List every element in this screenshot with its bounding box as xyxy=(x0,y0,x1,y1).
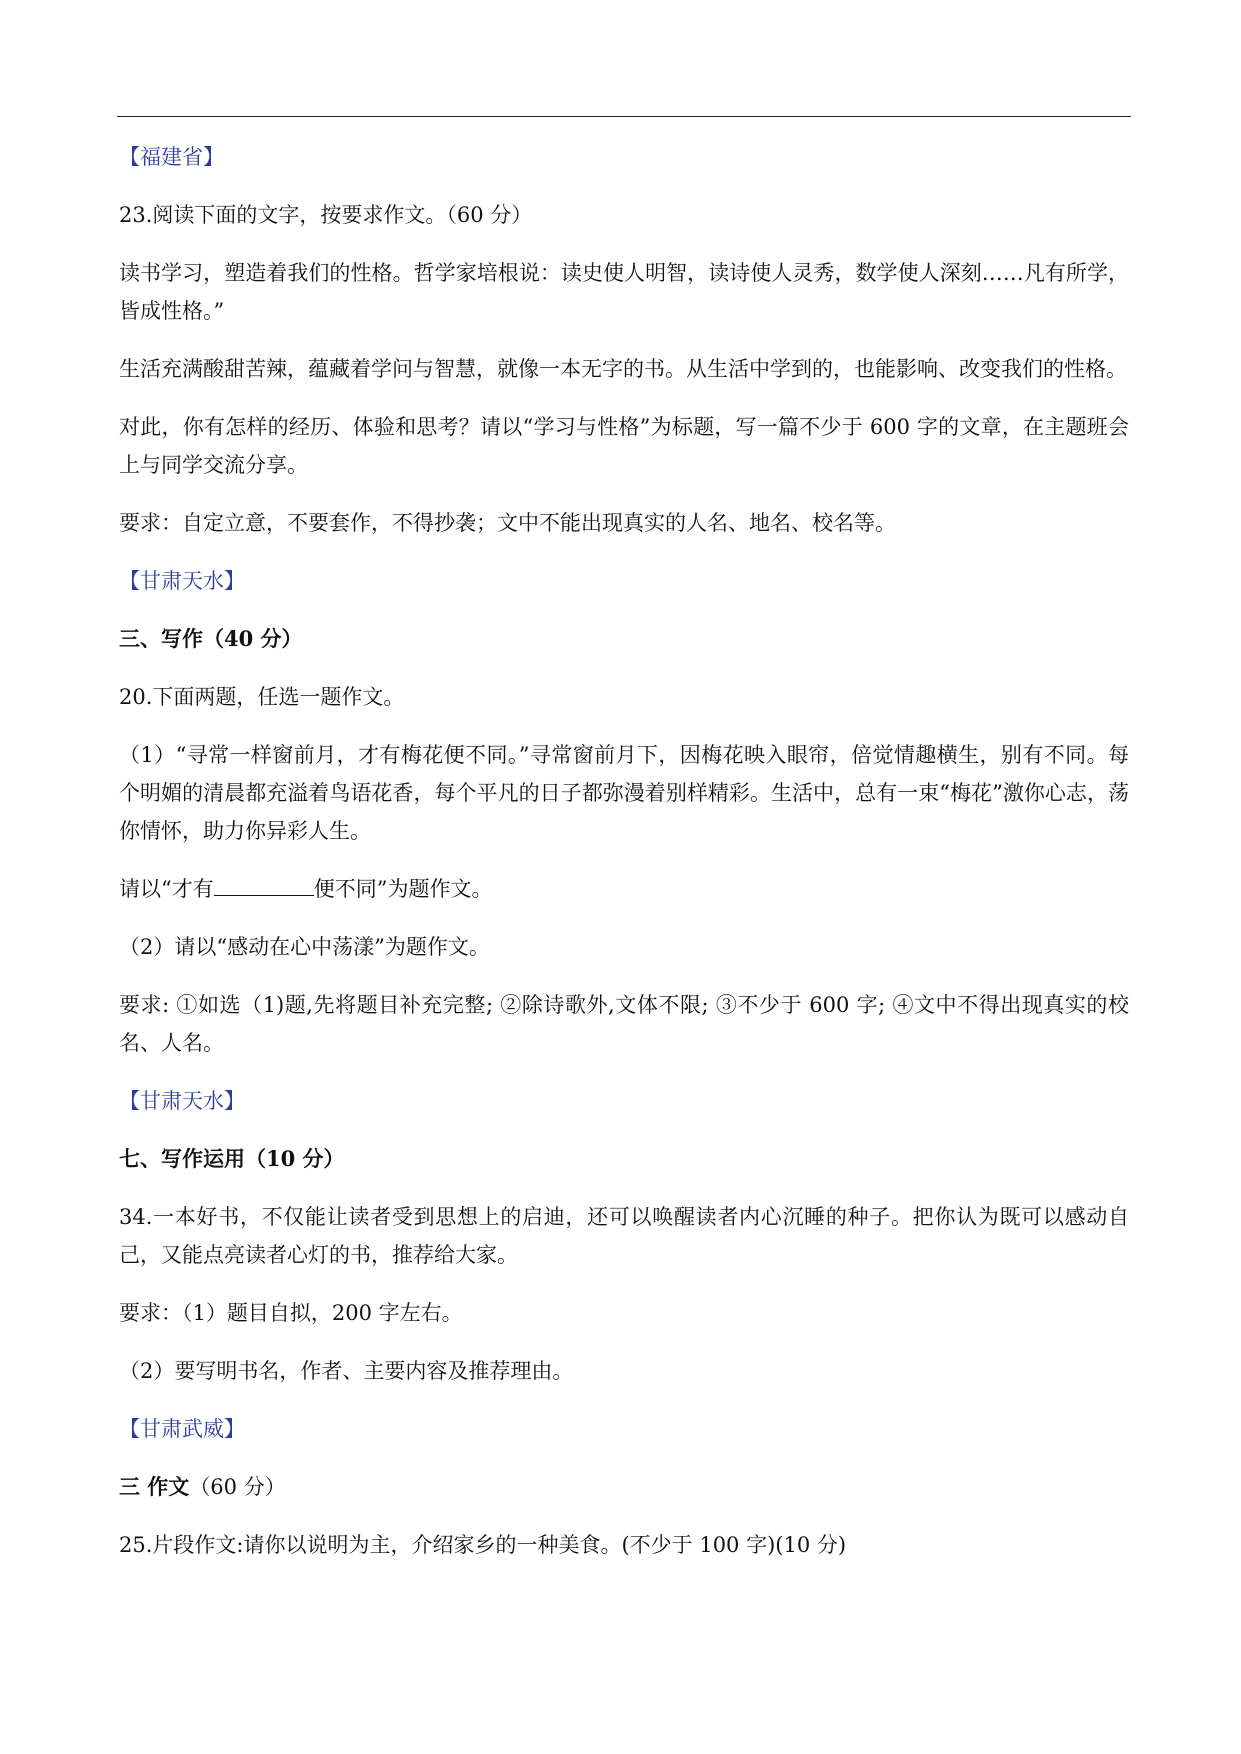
material-paragraph: 读书学习，塑造着我们的性格。哲学家培根说：读史使人明智，读诗使人灵秀，数学使人深刻……凡有所学，皆成性格。” xyxy=(119,261,1129,323)
fill-in-blank xyxy=(214,871,314,896)
section-heading: 三、写作（40 分） xyxy=(119,626,303,651)
document-body xyxy=(119,138,1129,1584)
requirements-text: （2）要写明书名，作者、主要内容及推荐理由。 xyxy=(119,1359,574,1383)
question-text: 20.下面两题，任选一题作文。 xyxy=(119,685,405,709)
section-heading-score: （60 分） xyxy=(189,1475,286,1499)
region-label: 【甘肃天水】 xyxy=(119,1089,245,1113)
requirements-text: 要求：（1）题目自拟，200 字左右。 xyxy=(119,1301,463,1325)
option-paragraph: （2）请以“感动在心中荡漾”为题作文。 xyxy=(119,935,490,959)
question-text: 25.片段作文:请你以说明为主，介绍家乡的一种美食。(不少于 100 字)(10 分) xyxy=(119,1533,847,1557)
material-paragraph: 对此，你有怎样的经历、体验和思考？请以“学习与性格”为标题，写一篇不少于 600 字的文章，在主题班会上与同学交流分享。 xyxy=(119,415,1129,477)
header-rule xyxy=(117,116,1131,117)
option-paragraph: （1）“寻常一样窗前月，才有梅花便不同。”寻常窗前月下，因梅花映入眼帘，倍觉情趣横生，别有不同。每个明媚的清晨都充溢着鸟语花香，每个平凡的日子都弥漫着别样精彩。生活中，总有一束“梅花”激你心志，荡你情怀，助力你异彩人生。 xyxy=(119,743,1129,843)
requirements-text: 要求: ①如选（1)题,先将题目补充完整; ②除诗歌外,文体不限; ③不少于 600 字; ④文中不得出现真实的校名、人名。 xyxy=(119,993,1129,1055)
region-label: 【福建省】 xyxy=(119,145,224,169)
question-text: 23.阅读下面的文字，按要求作文。（60 分） xyxy=(119,203,533,227)
title-prompt-end: 便不同”为题作文。 xyxy=(313,877,493,901)
region-label: 【甘肃天水】 xyxy=(119,569,245,593)
section-heading: 七、写作运用（10 分） xyxy=(119,1146,345,1171)
title-prompt-start: 请以“才有 xyxy=(119,877,214,901)
requirements-text: 要求：自定立意，不要套作，不得抄袭；文中不能出现真实的人名、地名、校名等。 xyxy=(119,511,896,535)
material-paragraph: 生活充满酸甜苦辣，蕴藏着学问与智慧，就像一本无字的书。从生活中学到的，也能影响、改变我们的性格。 xyxy=(119,357,1127,381)
section-heading-bold: 三 作文 xyxy=(119,1474,190,1499)
title-prompt xyxy=(119,870,1129,908)
question-text: 34.一本好书，不仅能让读者受到思想上的启迪，还可以唤醒读者内心沉睡的种子。把你认为既可以感动自己，又能点亮读者心灯的书，推荐给大家。 xyxy=(119,1205,1129,1267)
section-heading xyxy=(119,1468,1129,1506)
region-label: 【甘肃武威】 xyxy=(119,1417,245,1441)
